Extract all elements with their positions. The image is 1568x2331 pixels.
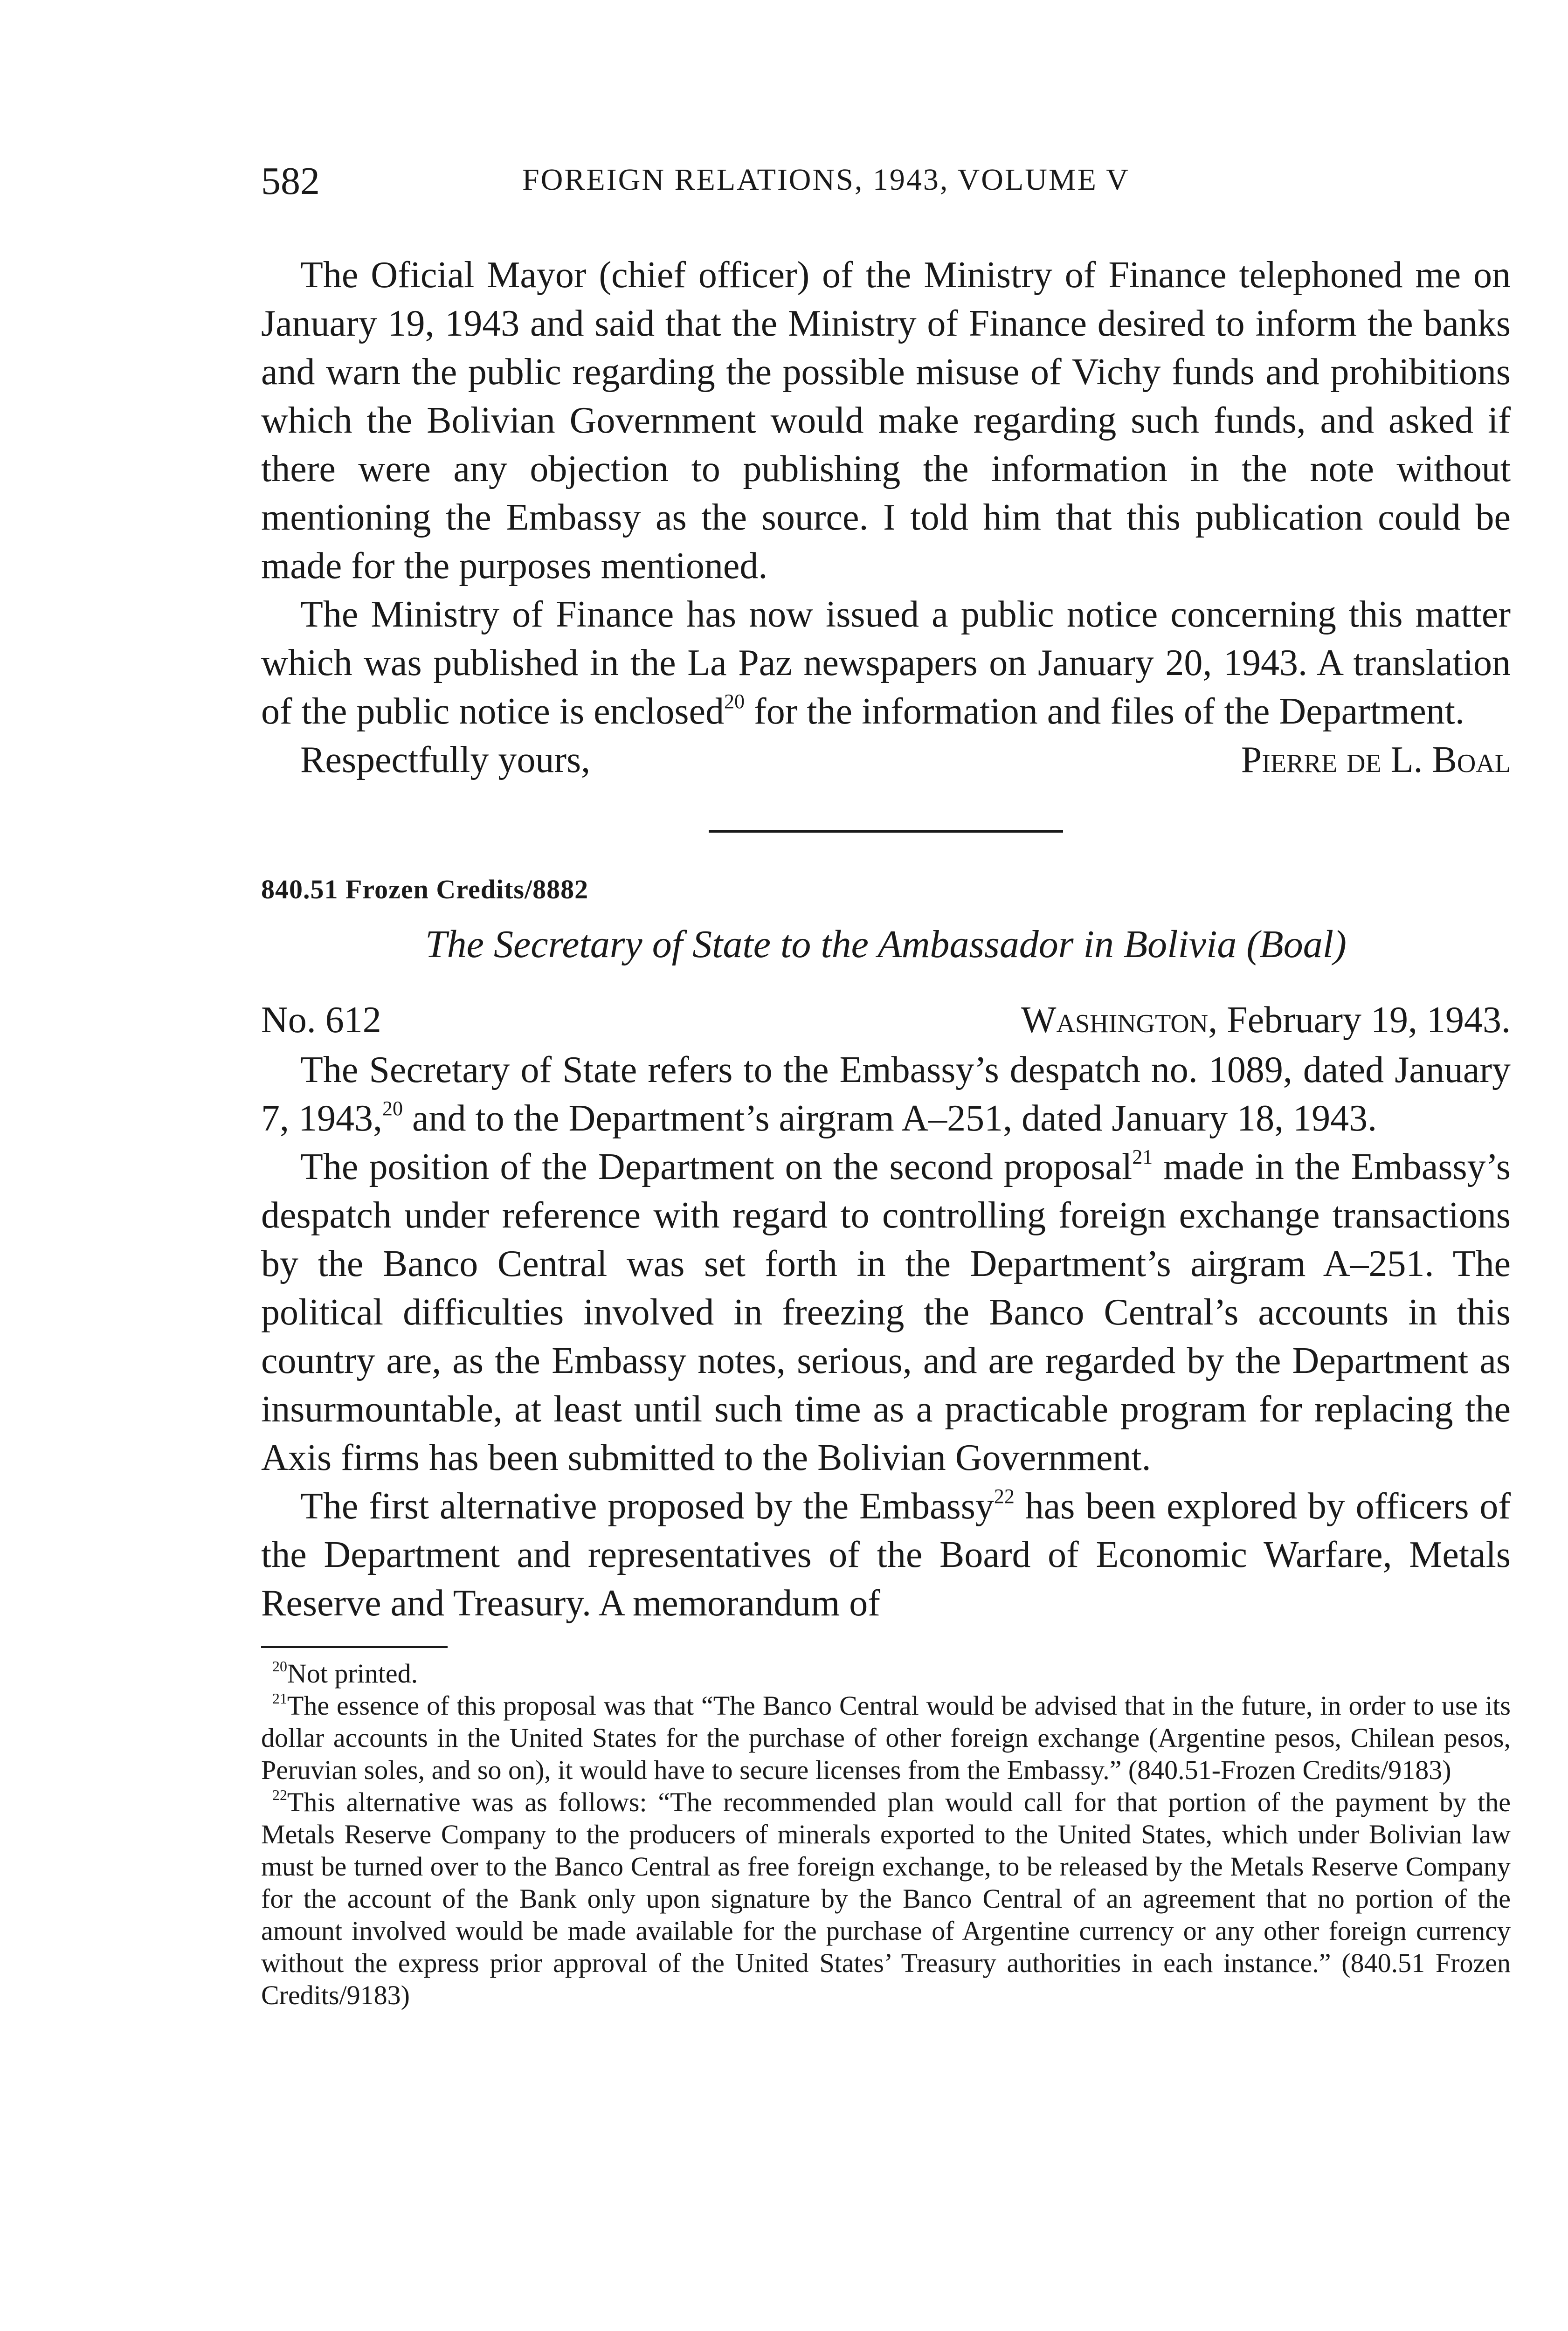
document-paragraph-1 xyxy=(261,1046,1511,1143)
document-paragraph-1-text: The Secretary of State refers to the Embassy’s despatch no. 1089, dated January 7, 1943, xyxy=(261,1049,1511,1139)
footnote-ref-21: 21 xyxy=(1132,1145,1153,1168)
date: February 19, 1943. xyxy=(1217,1000,1511,1041)
document-heading: The Secretary of State to the Ambassador in Bolivia (Boal) xyxy=(425,923,1347,966)
footnotes xyxy=(261,1657,1511,2011)
footnote-number: 22 xyxy=(272,1787,287,1804)
document-paragraph-1-text-end: and to the Department’s airgram A–251, dated January 18, 1943. xyxy=(403,1098,1377,1139)
document-paragraph-2-text-end: made in the Embassy’s despatch under reference with regard to controlling foreign exchange transactions by the Banco Central was set forth in the Department’s airgram A–251. The political difficulties involved in freezing the Banco Central’s accounts in this country are, as the Embassy notes, serious, and are regarded by the Department as insurmountable, at least until such time as a practicable program for replacing the Axis firms has been submitted to the Bolivian Government. xyxy=(261,1146,1511,1478)
footnote-21 xyxy=(261,1690,1511,1786)
footnote-number: 21 xyxy=(272,1690,287,1707)
footnote-ref-20: 20 xyxy=(724,690,745,713)
running-title: FOREIGN RELATIONS, 1943, VOLUME V xyxy=(522,163,1130,197)
footnote-20 xyxy=(261,1657,1511,1690)
letter-paragraph-2 xyxy=(261,590,1511,736)
page-number: 582 xyxy=(261,159,320,203)
place: Washington, xyxy=(1021,1000,1218,1041)
letter-paragraph-2-text-end: for the information and files of the Department. xyxy=(745,691,1464,732)
footnote-ref-20: 20 xyxy=(382,1097,403,1120)
book-page xyxy=(261,159,1511,2011)
footnote-divider xyxy=(261,1646,448,1648)
document-paragraph-3-text: The first alternative proposed by the Embassy xyxy=(300,1486,994,1527)
number-date-line xyxy=(261,994,1511,1046)
footnote-22 xyxy=(261,1786,1511,2011)
document-paragraph-3 xyxy=(261,1482,1511,1628)
place-date xyxy=(1021,994,1511,1046)
footnote-text: The essence of this proposal was that “The Banco Central would be advised that in the future, in order to use its dollar accounts in the United States for the purchase of other foreign exchange (Argentine pesos, Chilean pesos, Peruvian soles, and so on), it would have to secure licenses from the Embassy.” (840.51-Frozen Credits/9183) xyxy=(261,1690,1511,1785)
file-reference: 840.51 Frozen Credits/8882 xyxy=(261,874,589,904)
document-paragraph-2-text: The position of the Department on the second proposal xyxy=(300,1146,1133,1187)
footnote-number: 20 xyxy=(272,1658,287,1675)
document-paragraph-3-text-end: has been explored by officers of the Department and representatives of the Board of Economic Warfare, Metals Reserve and Treasury. A memorandum of xyxy=(261,1486,1511,1624)
section-divider xyxy=(709,830,1063,833)
running-head xyxy=(261,159,1511,205)
footnote-ref-22: 22 xyxy=(994,1485,1015,1508)
document-paragraph-2 xyxy=(261,1143,1511,1482)
letter-paragraph-1: The Oficial Mayor (chief officer) of the Ministry of Finance telephoned me on January 19, 1943 and said that the Ministry of Finance desired to inform the banks and warn the public regarding the possible misuse of Vichy funds and prohibitions which the Bolivian Government would make regarding such funds, and asked if there were any objection to publishing the information in the note without mentioning the Embassy as the source. I told him that this publication could be made for the purposes mentioned. xyxy=(261,255,1511,586)
signature-line xyxy=(261,736,1511,784)
signature: Pierre de L. Boal xyxy=(1241,739,1511,780)
document-number: No. 612 xyxy=(261,1000,381,1041)
footnote-text: Not printed. xyxy=(287,1658,418,1689)
letter-paragraph-2-text: The Ministry of Finance has now issued a public notice concerning this matter which was published in the La Paz newspapers on January 20, 1943. A translation of the public notice is enclosed xyxy=(261,594,1511,732)
footnote-text: This alternative was as follows: “The recommended plan would call for that portion of the payment by the Metals Reserve Company to the producers of minerals exported to the United States, which under Bolivian law must be turned over to the Banco Central as free foreign exchange, to be released by the Metals Reserve Company for the account of the Bank only upon signature by the Banco Central of an agreement that no portion of the amount involved would be made available for the purchase of Argentine currency or any other foreign currency without the express prior approval of the United States’ Treasury authorities in each instance.” (840.51 Frozen Credits/9183) xyxy=(261,1787,1511,2010)
closing: Respectfully yours, xyxy=(300,739,591,780)
